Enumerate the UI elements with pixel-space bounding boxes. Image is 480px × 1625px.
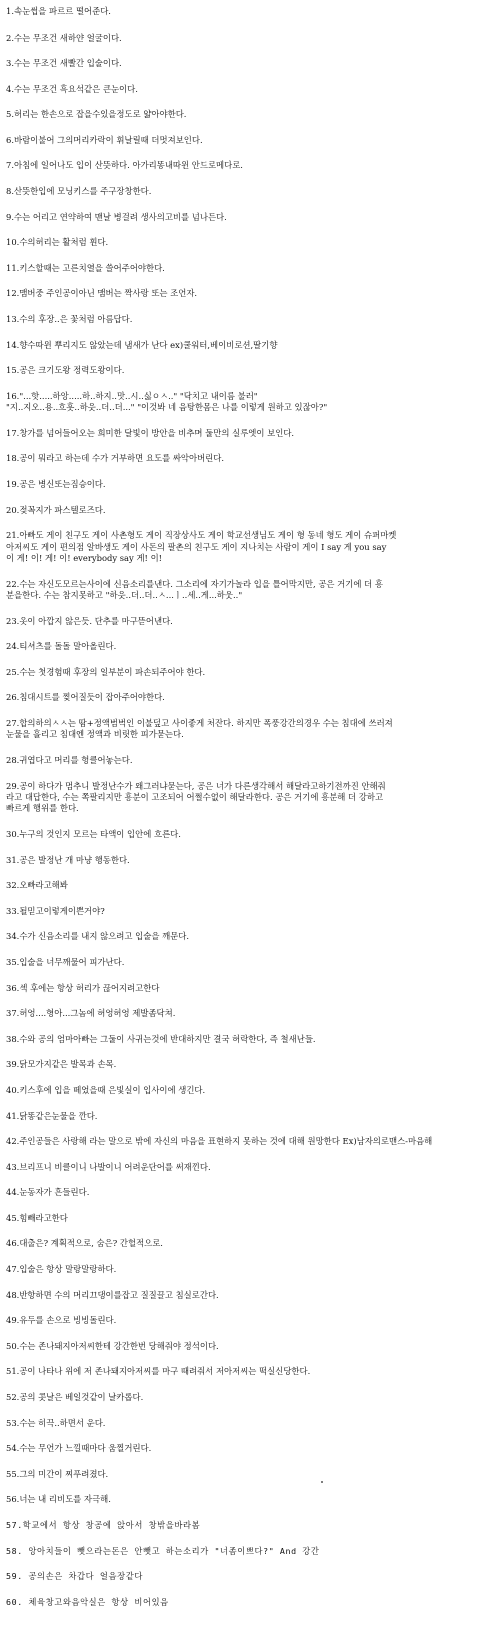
list-item: 3.수는 무조건 새빨간 입술이다. — [6, 58, 122, 69]
list-item: 5.허리는 한손으로 잡을수있을정도로 얇아야한다. — [6, 109, 187, 120]
list-item: 29.공이 하다가 멈추니 발정난수가 왜그러냐묻는다, 공은 너가 다른생각해서 해달라고하기전까진 안해줘 라고 대답한다, 수는 쪽팔리지만 흥분이 고조되어 어쩔수없이 해달라한다. 공은 거기에 흥분해 더 강하고 빠르게 행위를 한다. — [6, 780, 386, 814]
list-item: 1.속눈썹을 파르르 떨어준다. — [6, 6, 111, 16]
list-item: 50.수는 존나돼지아저씨한테 강간한번 당해줘야 정석이다. — [6, 1340, 219, 1351]
list-item: 35.입술을 너무깨물어 피가난다. — [6, 956, 125, 967]
list-item: 42.주인공들은 사랑해 라는 말으로 밖에 자신의 마음을 표현하지 못하는 것에 대해 원망한다 Ex)남자의로맨스-마음해 — [6, 1136, 433, 1147]
list-item: 22.수는 자신도모르는사이에 신음소리를낸다. 그소리에 자기가놀라 입을 틀어막지만, 공은 거기에 더 흥 분을한다. 수는 참지못하고 "하읏..더..더..ㅅ...ㅣ..세..게...하웃.." — [6, 578, 383, 600]
list-item: 16."...핫.....하앙.....하..하지..맛..시..싫ㅇㅅ.." "닥치고 내이름 불러" "지..지오..용..흐흣..하읏..더..더..." "이것봐 네 음탕한몸은 나를 이렇게 원하고 있잖아?" — [6, 390, 328, 413]
list-item: 32.오빠라고해봐 — [6, 880, 68, 891]
list-item: 56.너는 내 리비도를 자극해. — [6, 1494, 111, 1505]
list-item: 17.창가를 넘어들어오는 희미한 달빛이 방안을 비추며 둘만의 실루엣이 보인다. — [6, 427, 295, 438]
list-item: 7.아침에 일어나도 입이 산뜻하다. 아가리똥내따윈 안드로메다로. — [6, 160, 243, 171]
list-item: 34.수가 신음소리를 내지 않으려고 입술을 깨문다. — [6, 931, 190, 942]
list-item: 38.수와 공의 엄마아빠는 그둘이 사귀는것에 반대하지만 결국 허락한다, 즉 철새난들. — [6, 1033, 316, 1044]
list-item: 27.합의하의ㅅㅅ는 땀+정액범벅인 이불덮고 사이좋게 처잔다. 하지만 폭풍강간의경우 수는 침대에 쓰러져 눈물을 흘리고 침대엔 정액과 비릿한 피가묻는다. — [6, 717, 393, 740]
list-item: 43.브리프니 비클이니 나발이니 어려운단어를 써재낀다. — [6, 1161, 211, 1172]
list-item: 36.섹 후에는 항상 허리가 끊어지려고한다 — [6, 982, 160, 993]
list-item: 18.공이 뭐라고 하는데 수가 거부하면 요도를 싸악아버린다. — [6, 453, 225, 464]
list-item: 11.키스할때는 고른치열을 쓸어주어야한다. — [6, 262, 165, 273]
list-item: 28.귀엽다고 머리를 헝클어놓는다. — [6, 754, 133, 765]
list-item: 54.수는 무언가 느낄때마다 움찔거린다. — [6, 1443, 152, 1454]
list-item: 55.그의 미간이 찌푸려졌다. — [6, 1468, 109, 1479]
list-item: 6.바람이불어 그의머리카락이 휘날릴때 더멋져보인다. — [6, 134, 203, 145]
list-item: 20.젖꼭지가 파스텔로즈다. — [6, 504, 106, 515]
list-item: 60. 체육창고와음악실은 항상 비어있음 — [6, 1596, 169, 1607]
list-item: 23.옷이 아깝지 않은듯. 단추를 마구뜯어낸다. — [6, 615, 173, 626]
list-item: 39.닭모가지같은 발목과 손목. — [6, 1059, 117, 1070]
numbered-list — [6, 6, 474, 1608]
stray-mark — [321, 1481, 323, 1483]
list-item: 8.산뜻한입에 모닝키스를 주구장창한다. — [6, 186, 152, 197]
list-item: 14.향수따윈 뿌리지도 않았는데 냄새가 난다 ex)쿨워터,베이비로션,딸기향 — [6, 339, 278, 350]
list-item: 10.수의허리는 활처럼 휜다. — [6, 237, 109, 248]
list-item: 31.공은 발정난 개 마냥 행동한다. — [6, 854, 130, 865]
list-item: 46.대출은? 계획적으로, 숨은? 간헐적으로. — [6, 1238, 163, 1249]
list-item: 53.수는 히끅..하면서 운다. — [6, 1417, 106, 1428]
list-item: 45.힘빼라고한다 — [6, 1212, 68, 1223]
list-item: 49.유두를 손으로 빙빙돌린다. — [6, 1315, 117, 1326]
list-item: 47.입술은 항상 말랑말랑하다. — [6, 1264, 117, 1275]
list-item: 44.눈동자가 흔들린다. — [6, 1187, 90, 1198]
list-item: 58. 앙아치들이 뺏으라는돈은 안뺏고 하는소리가 "너좀이쁘다?" And 강간 — [6, 1545, 320, 1556]
list-item: 15.공은 크기도왕 정력도왕이다. — [6, 365, 125, 376]
list-item: 24.티셔츠를 돌돌 말아올린다. — [6, 641, 117, 652]
list-item: 19.공은 병신또는짐승이다. — [6, 479, 106, 489]
list-item: 25.수는 첫경험때 후장의 일부분이 파손되주어야 한다. — [6, 666, 206, 677]
list-item: 52.공의 콧날은 베일것같이 날카롭다. — [6, 1392, 144, 1403]
list-item: 2.수는 무조건 새하얀 얼굴이다. — [6, 32, 122, 43]
list-item: 57.학교에서 항상 창공에 앉아서 창밖을바라봄 — [6, 1520, 201, 1530]
list-item: 12.맴버중 주인공이아닌 맴버는 짝사랑 또는 조언자. — [6, 288, 198, 299]
list-item: 33.될믿고이렇게이쁜거야? — [6, 905, 105, 916]
list-item: 26.침대시트를 찢어질듯이 잡아주어야한다. — [6, 692, 165, 703]
list-item: 40.키스후에 입을 떼었을때 은빛실이 입사이에 생긴다. — [6, 1084, 206, 1095]
list-item: 13.수의 후장..은 꽃처럼 아름답다. — [6, 314, 133, 325]
list-item: 9.수는 어리고 연약하여 맨날 병걸려 생사의고비를 넘나든다. — [6, 211, 227, 222]
list-item: 30.누구의 것인지 모르는 타액이 입안에 흐른다. — [6, 828, 181, 839]
list-item: 4.수는 무조건 흑요석같은 큰눈이다. — [6, 83, 138, 94]
list-item: 59. 공의손은 차갑다 얼음장같다 — [6, 1571, 143, 1582]
list-item: 37.허엉....형아...그놈에 허엉허엉 제발좀닥쳐. — [6, 1008, 176, 1019]
list-item: 51.공이 나타나 위에 저 존나돼지아저씨를 마구 때려줘서 저아저씨는 떡실신당한다. — [6, 1366, 311, 1377]
list-item: 41.닭똥같은눈물을 깐다. — [6, 1110, 98, 1121]
list-item: 48.반항하면 수의 머리끄댕이를잡고 질질끌고 침실로간다. — [6, 1289, 219, 1300]
list-item: 21.아빠도 게이 친구도 게이 사촌형도 게이 직장상사도 게이 학교선생님도 게이 형 동네 형도 게이 슈퍼마켓 아저씨도 게이 편의점 알바생도 게이 사돈의 팔촌의 친구도 게이 지나치는 사람이 게이 I say 게 you say 이 게! 이! 게! 이! everybody say 게! 이! — [6, 530, 397, 563]
